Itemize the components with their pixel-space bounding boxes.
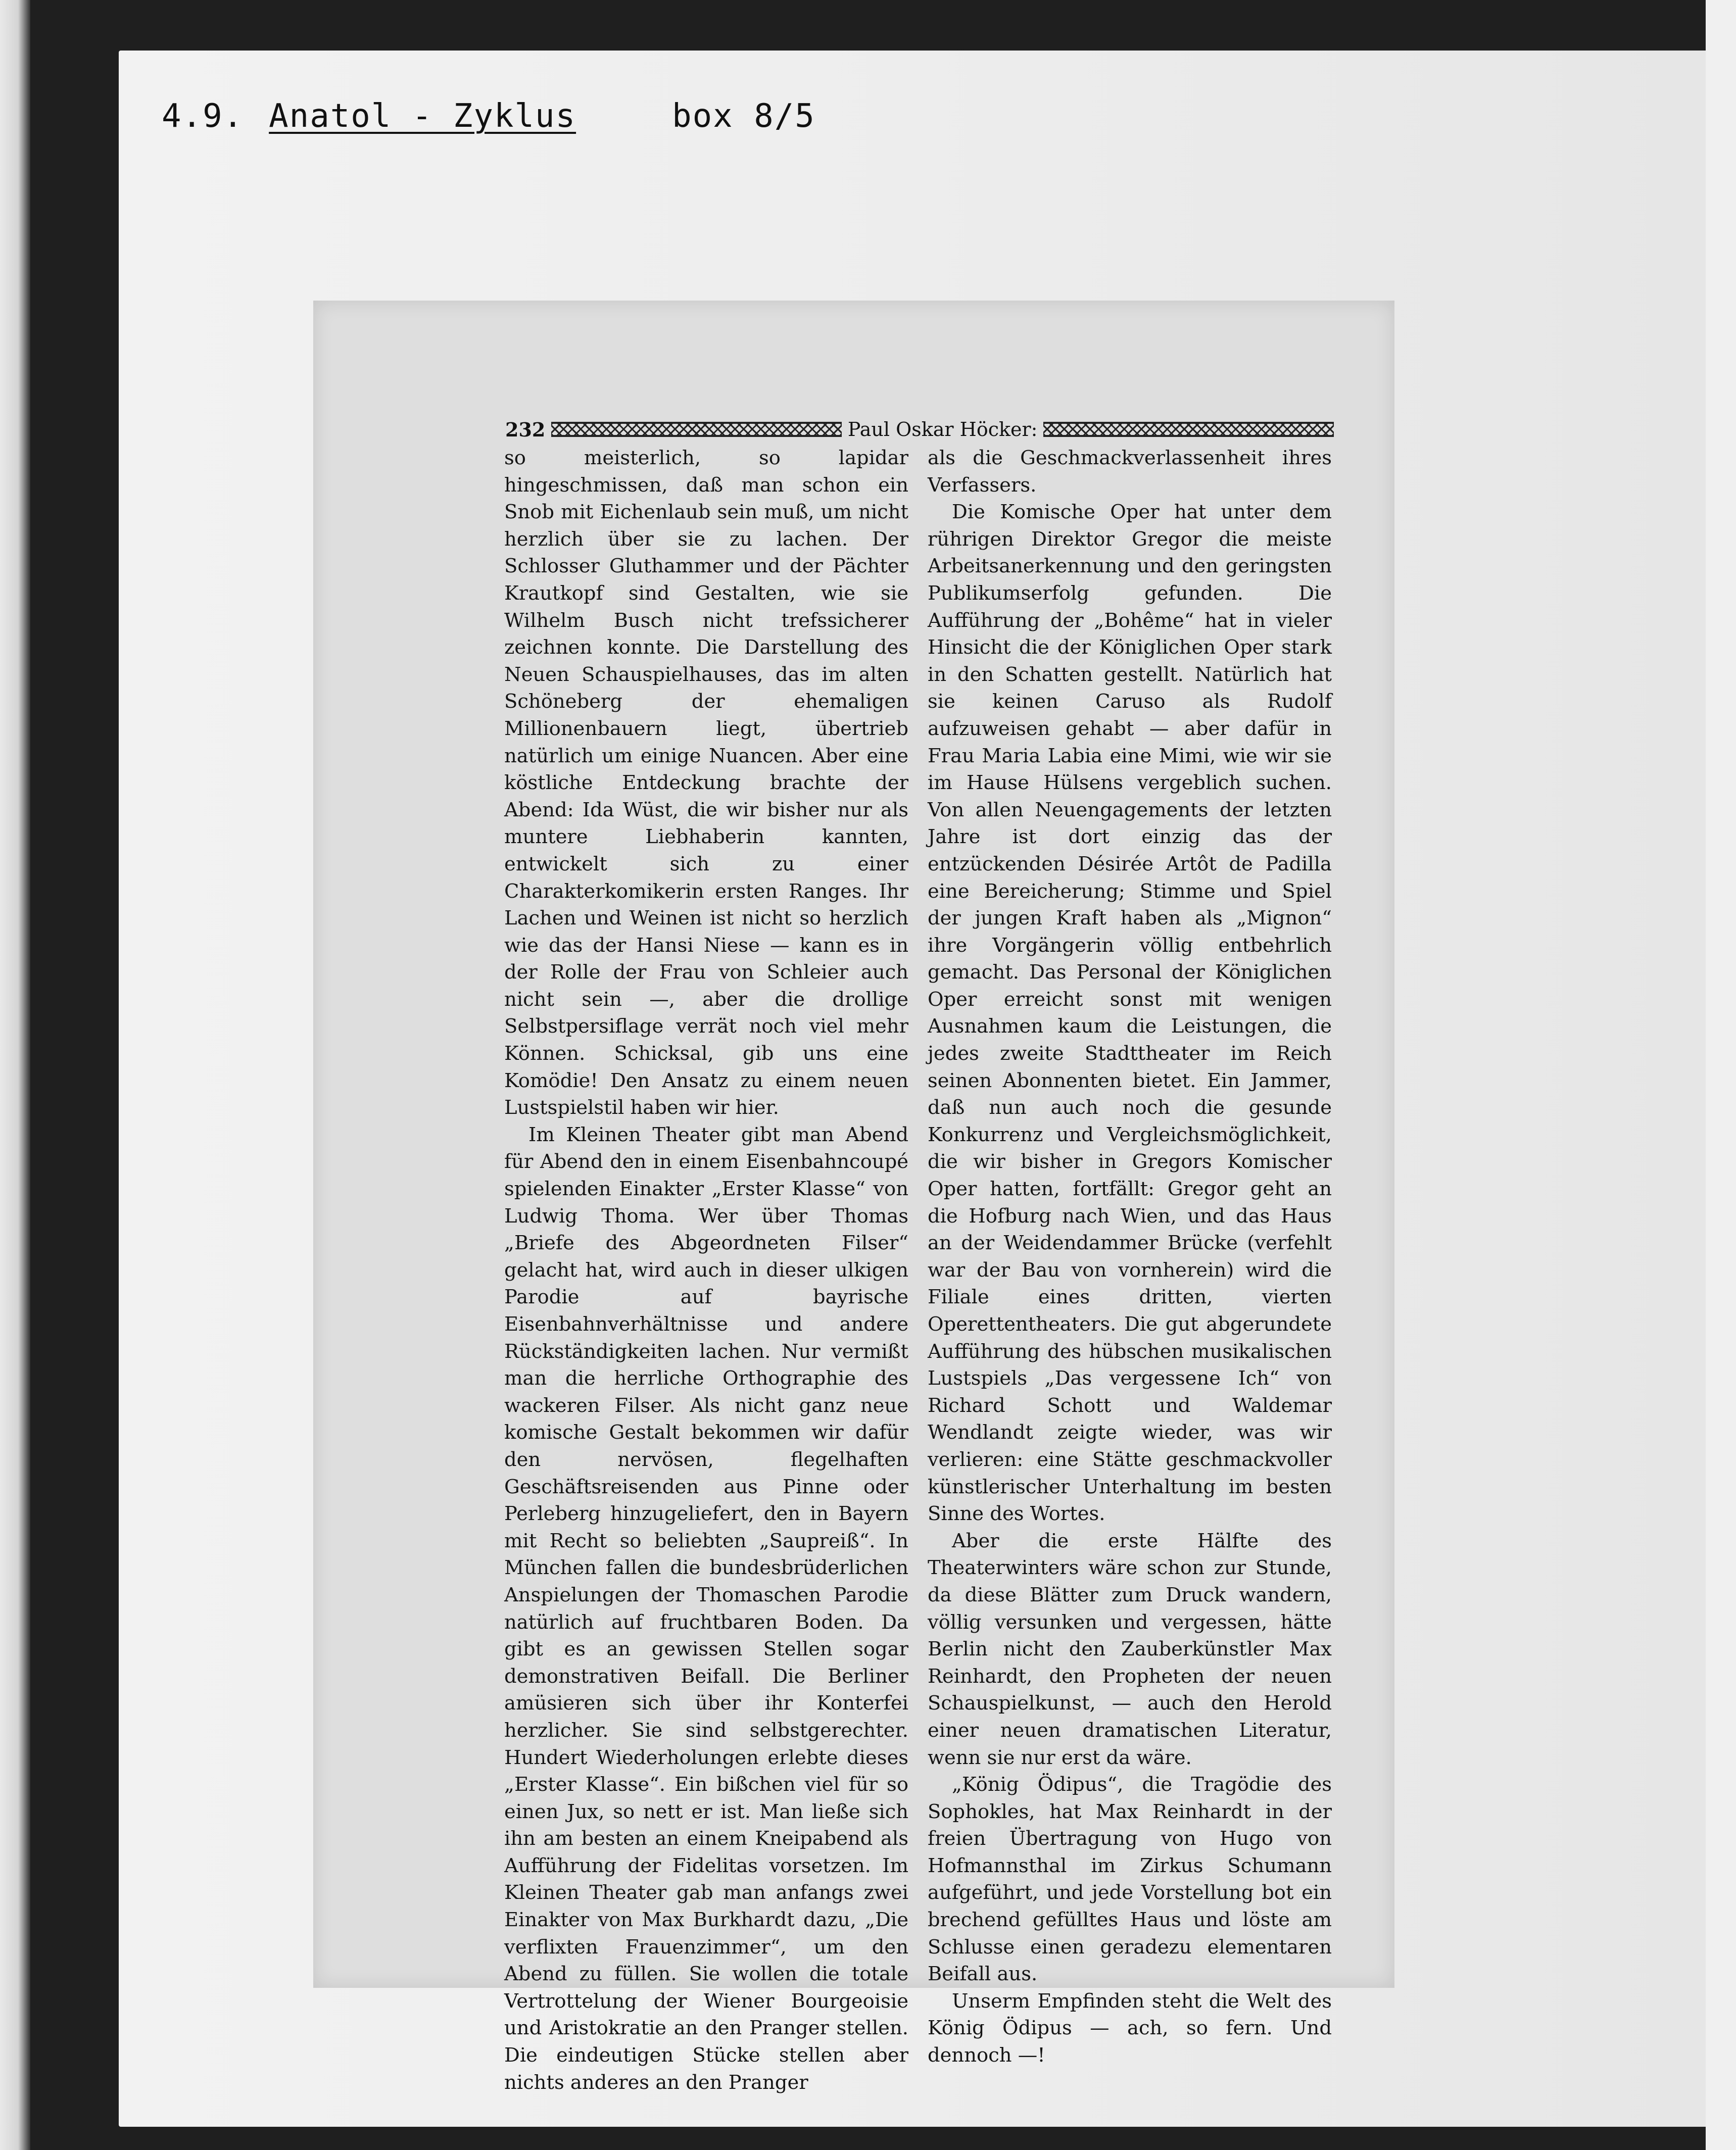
paragraph: Die Komische Oper hat unter dem rührigen Direktor Gregor die meiste Arbeitsanerkennung und den geringsten Publikumserfolg gefunden. Die Aufführung der „Bohême“ hat in vieler Hinsicht die der Königlichen Oper stark in den Schatten gestellt. Natürlich hat sie keinen Caruso als Rudolf aufzuweisen gehabt — aber dafür in Frau Maria Labia eine Mimi, wie wir sie im Hause Hülsens vergeblich suchen. Von allen Neuengagements der letzten Jahre ist dort einzig das der entzückenden Désirée Artôt de Padilla eine Bereicherung; Stimme und Spiel der jungen Kraft haben als „Mignon“ ihre Vorgängerin völlig entbehrlich gemacht. Das Personal der Königlichen Oper erreicht sonst mit wenigen Ausnahmen kaum die Leistungen, die jedes zweite Stadttheater im Reich seinen Abonnenten bietet. Ein Jammer, daß nun auch noch die gesunde Konkurrenz und Vergleichsmöglichkeit, die wir bisher in Gregors Komischer Oper hatten, fortfällt: Gregor geht an die Hofburg nach Wien, und das Haus an der Weidendammer Brücke (verfehlt war der Bau von vornherein) wird die Filiale eines dritten, vierten Operettentheaters. Die gut abgerundete Aufführung des hübschen musikalischen Lustspiels „Das vergessene Ich“ von Richard Schott und Waldemar Wendlandt zeigte wieder, was wir verlieren: eine Stätte geschmackvoller künstlerischer Unterhaltung im besten Sinne des Wortes.	[928, 501, 1332, 1526]
paragraph: „König Ödipus“, die Tragödie des Sophokles, hat Max Reinhardt in der freien Übertragung von Hugo von Hofmannsthal im Zirkus Schumann aufgeführt, und jede Vorstellung bot ein brechend gefülltes Haus und löste am Schlusse einen geradezu elementaren Beifall aus.	[928, 1773, 1332, 1986]
running-head-author: Paul Oskar Höcker:	[847, 418, 1038, 441]
header-box-label: box 8/5	[672, 97, 815, 135]
right-margin	[1706, 0, 1736, 2150]
ornament-rule-left	[551, 422, 842, 437]
text-column-left	[504, 445, 908, 2096]
paragraph: so meisterlich, so lapidar hingeschmissen, daß man schon ein Snob mit Eichenlaub sein muß, um nicht herzlich über sie zu lachen. Der Schlosser Gluthammer und der Pächter Krautkopf sind Gestalten, wie sie Wilhelm Busch nicht trefssicherer zeichnen konnte. Die Darstellung des Neuen Schauspielhauses, das im alten Schöneberg der ehemaligen Millionenbauern liegt, übertrieb natürlich um einige Nuancen. Aber eine köstliche Entdeckung brachte der Abend: Ida Wüst, die wir bisher nur als muntere Liebhaberin kannten, entwickelt sich zu einer Charakterkomikerin ersten Ranges. Ihr Lachen und Weinen ist nicht so herzlich wie das der Hansi Niese — kann es in der Rolle der Frau von Schleier auch nicht sein —, aber die drollige Selbstpersiflage verrät noch viel mehr Können. Schicksal, gib uns eine Komödie! Den Ansatz zu einem neuen Lustspielstil haben wir hier.	[504, 447, 908, 1119]
ornament-rule-right	[1043, 422, 1334, 437]
adjacent-card-edge	[0, 0, 30, 2150]
paragraph: Aber die erste Hälfte des Theaterwinters wäre schon zur Stunde, da diese Blätter zum Druck wandern, völlig versunken und vergessen, hätte Berlin nicht den Zauberkünstler Max Reinhardt, den Propheten der neuen Schauspielkunst, — auch den Herold einer neuen dramatischen Literatur, wenn sie nur erst da wäre.	[928, 1529, 1332, 1769]
paragraph: Unserm Empfinden steht die Welt des König Ödipus — ach, so fern. Und dennoch —!	[928, 1989, 1332, 2067]
page-number: 232	[505, 418, 546, 441]
paragraph: als die Geschmackverlassenheit ihres Verfassers.	[928, 447, 1332, 497]
card-header	[162, 88, 920, 144]
text-column-right	[928, 445, 1332, 2069]
paragraph: Im Kleinen Theater gibt man Abend für Abend den in einem Eisenbahncoupé spielenden Einakter „Erster Klasse“ von Ludwig Thoma. Wer über Thomas „Briefe des Abgeordneten Filser“ gelacht hat, wird auch in dieser ulkigen Parodie auf bayrische Eisenbahnverhältnisse und andere Rückständigkeiten lachen. Nur vermißt man die herrliche Orthographie des wackeren Filser. Als nicht ganz neue komische Gestalt bekommen wir dafür den nervösen, flegelhaften Geschäftsreisenden aus Pinne oder Perleberg hinzugeliefert, den in Bayern mit Recht so beliebten „Saupreiß“. In München fallen die bundesbrüderlichen Anspielungen der Thomaschen Parodie natürlich auf fruchtbaren Boden. Da gibt es an gewissen Stellen sogar demonstrativen Beifall. Die Berliner amüsieren sich über ihr Konterfei herzlicher. Sie sind selbstgerechter. Hundert Wiederholungen erlebte dieses „Erster Klasse“. Ein bißchen viel für so einen Jux, so nett er ist. Man ließe sich ihn am besten an einem Kneipabend als Aufführung der Fidelitas vorsetzen. Im Kleinen Theater gab man anfangs zwei Einakter von Max Burkhardt dazu, „Die verflixten Frauenzimmer“, um den Abend zu füllen. Sie wollen die totale Vertrottelung der Wiener Bourgeoisie und Aristokratie an den Pranger stellen. Die eindeutigen Stücke stellen aber nichts anderes an den Pranger	[504, 1123, 908, 2094]
running-head	[505, 414, 1334, 445]
header-title: Anatol - Zyklus	[269, 97, 576, 135]
header-number: 4.9.	[162, 97, 244, 135]
